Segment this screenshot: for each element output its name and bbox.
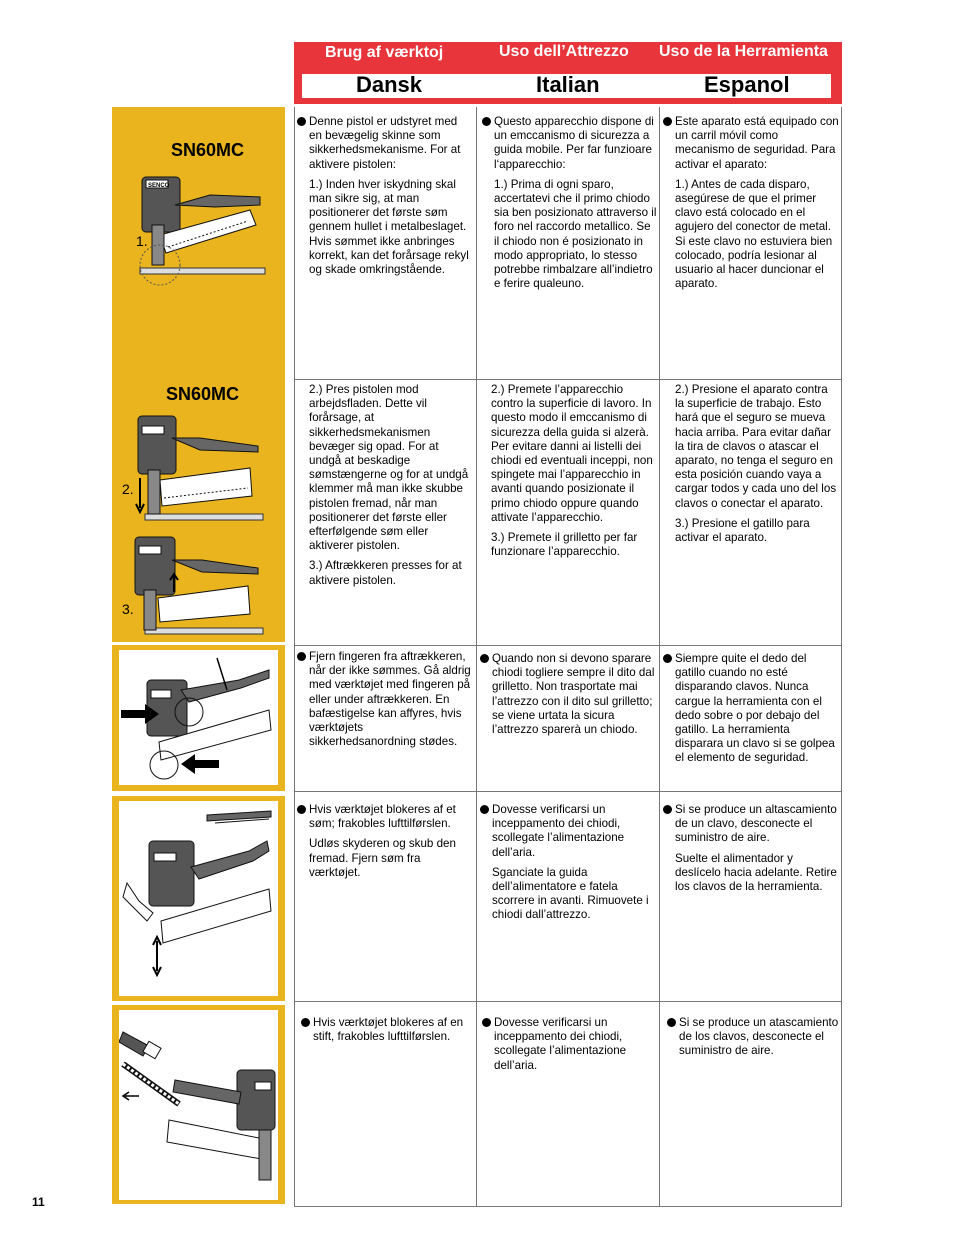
cell-r2-italian: 2.) Premete l’apparecchio contro la superficie di lavoro. In questo modo il emccanismo di sicurezza della guida si alzerà. Per evitare danni ai listelli dei chiodi ed eventuali inceppi, non spingete mai l’apparecchio in avanti quando posizionate il primo chiodo oppure quando attivate l’apparecchio. 3.) Premete il grilletto per far funzionare l’apparecchio.: [491, 383, 653, 559]
cell-r5-italian: Dovesse verificarsi un inceppamento dei chiodi, scollegate l’alimentazione dell’aria.: [482, 1016, 656, 1079]
table-divider: [294, 1206, 842, 1207]
section-title-italian: Uso dell’Attrezzo: [499, 43, 629, 60]
table-divider: [294, 379, 842, 380]
language-spanish: Espanol: [704, 72, 790, 97]
illustration-panel-trigger: [112, 645, 285, 791]
model-label-2: SN60MC: [166, 384, 240, 404]
step-number-3: 3.: [122, 601, 134, 617]
table-divider: [476, 107, 477, 1207]
table-divider: [659, 107, 660, 1207]
section-title-spanish: Uso de la Herramienta: [659, 43, 828, 60]
cell-r1-danish: Denne pistol er udstyret med en bevægelig skinne som sikkerhedsmekanisme. For at aktivere pistolen: 1.) Inden hver iskydning skal man sikre sig, at man positionerer det første søm gennem hullet i metalbeslaget. Hvis sømmet ikke anbringes korrekt, kan det forårsage rekyl og skade omkringstående.: [297, 115, 472, 283]
table-divider: [294, 107, 295, 1207]
brand-logo: SENCO: [148, 183, 170, 189]
nailer-step1-illustration: [130, 165, 270, 290]
illustration-panel-air: [112, 1005, 285, 1204]
cell-r3-italian: Quando non si devono sparare chiodi togliere sempre il dito dal grilletto. Non trasportate mai l’attrezzo con il dito sul grilletto; se viene urtata la sicura l’attrezzo sparerà un chiodo.: [480, 652, 656, 743]
cell-r4-italian: Dovesse verificarsi un inceppamento dei chiodi, scollegate l’alimentazione dell’aria. Sganciate la guida dell’alimentatore e fatela scorrere in avanti. Rimuovete i chiodi dall’attrezzo.: [480, 803, 656, 929]
cell-r1-spanish: Este aparato está equipado con un carril móvil como mecanismo de seguridad. Para activar el aparato: 1.) Antes de cada disparo, asegúrese de que el primer clavo está colocado en el agujero del conector de metal. Si este clavo no estuviera bien colocado, podría lesionar al usuario al hacer duncionar el aparato.: [663, 115, 839, 297]
nailer-step2-illustration: [130, 408, 270, 523]
table-divider: [294, 791, 842, 792]
page-number: 11: [32, 1195, 45, 1209]
table-divider: [294, 1001, 842, 1002]
cell-r4-spanish: Si se produce un altascamiento de un clavo, desconecte el suministro de aire. Suelte el alimentador y deslícelo hacia adelante. Retire los clavos de la herramienta.: [663, 803, 839, 900]
air-disconnect-illustration: [119, 1010, 278, 1200]
nailer-step3-illustration: [130, 532, 270, 637]
cell-r2-danish: 2.) Pres pistolen mod arbejdsfladen. Dette vil forårsage, at sikkerhedsmekanismen bevæger sig opad. For at undgå at beskadige sømstængerne og for at undgå klemmer må man ikke skubbe pistolen fremad, når man positionerer det første eller efterfølgende søm eller aktiverer pistolen. 3.) Aftrækkeren presses for at aktivere pistolen.: [309, 383, 469, 587]
trigger-finger-illustration: [119, 650, 278, 785]
language-italian: Italian: [536, 72, 600, 97]
table-divider: [841, 107, 842, 1207]
jam-clearing-illustration: [119, 801, 278, 996]
illustration-panel-jam: [112, 796, 285, 1001]
header-bar: [294, 42, 842, 104]
cell-r1-italian: Questo apparecchio dispone di un emccanismo di sicurezza a guida mobile. Per far funzioare l‘apparecchio: 1.) Prima di ogni sparo, accertatevi che il primo chiodo sia ben posizionato attraverso il foro nel raccordo metallico. Se il chiodo non é posizionato in modo appropriato, lo stesso potrebbe rimbalzare all’indietro e ferire qualeuno.: [482, 115, 657, 297]
cell-r5-danish: Hvis værktøjet blokeres af en stift, frakobles lufttilførslen.: [301, 1016, 476, 1050]
cell-r5-spanish: Si se produce un atascamiento de los clavos, desconecte el suministro de aire.: [667, 1016, 839, 1065]
section-title-danish: Brug af værktoj: [325, 44, 444, 61]
cell-r3-danish: Fjern fingeren fra aftrækkeren, når der ikke sømmes. Gå aldrig med værktøjet med fingeren på eller under aftrækkeren. En bafæstigelse kan affyres, hvis værktøjets sikkerhedsanordning stødes.: [297, 650, 472, 755]
step-number-2: 2.: [122, 481, 134, 497]
cell-r4-danish: Hvis værktøjet blokeres af et søm; frakobles lufttilførslen. Udløs skyderen og skub den fremad. Fjern søm fra værktøjet.: [297, 803, 472, 886]
cell-r3-spanish: Siempre quite el dedo del gatillo cuando no esté disparando clavos. Nunca cargue la herramienta con el dedo sobre o por debajo del gatillo. La herramienta disparara un clavo si se golpea el elemento de seguridad.: [663, 652, 839, 772]
table-divider: [294, 645, 842, 646]
step-number-1: 1.: [136, 233, 148, 249]
model-label-1: SN60MC: [171, 140, 245, 160]
cell-r2-spanish: 2.) Presione el aparato contra la superficie de trabajo. Esto hará que el seguro se mueva hacia arriba. Para evitar dañar la tira de clavos o atascar el aparato, no tenga el seguro en esta posición cuando vaya a cargar todos y cada uno del los clavos o conectar el aparato. 3.) Presione el gatillo para activar el aparato.: [675, 383, 837, 545]
language-danish: Dansk: [356, 72, 423, 97]
